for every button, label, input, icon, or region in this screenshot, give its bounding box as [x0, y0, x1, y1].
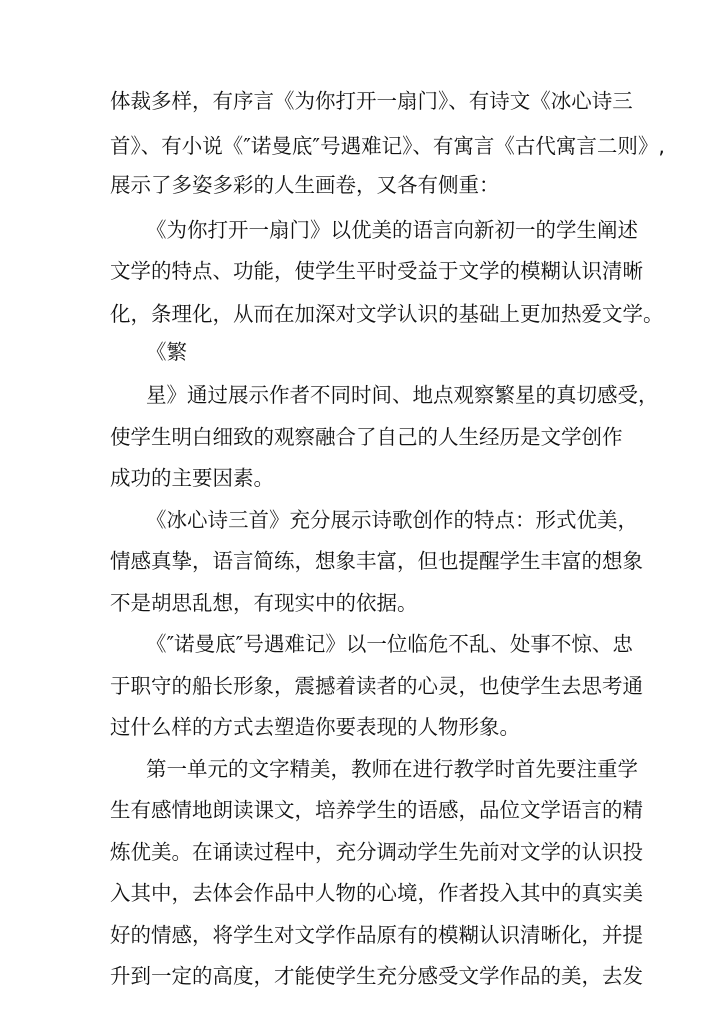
text-line: 升到一定的高度，才能使学生充分感受文学作品的美，去发 [110, 964, 643, 988]
text-line: 使学生明白细致的观察融合了自己的人生经历是文学创作 [110, 425, 623, 449]
text-line: 过什么样的方式去塑造你要表现的人物形象。 [110, 715, 520, 739]
text-line: 炼优美。在诵读过程中，充分调动学生先前对文学的认识投 [110, 840, 643, 864]
text-line: 入其中，去体会作品中人物的心境，作者投入其中的真实美 [110, 881, 643, 905]
text-line: 好的情感，将学生对文学作品原有的模糊认识清晰化，并提 [110, 923, 643, 947]
text-line: 生有感情地朗读课文，培养学生的语感，品位文学语言的精 [110, 798, 643, 822]
text-line: 成功的主要因素。 [110, 466, 274, 490]
text-line: 情感真挚，语言简练，想象丰富，但也提醒学生丰富的想象 [110, 549, 643, 573]
text-line: 《繁 [146, 340, 187, 364]
text-line: 不是胡思乱想，有现实中的依据。 [110, 591, 418, 615]
text-line: 《″诺曼底″号遇难记》以一位临危不乱、处事不惊、忠 [146, 632, 633, 656]
text-line: 于职守的船长形象，震撼着读者的心灵，也使学生去思考通 [110, 674, 643, 698]
text-line: 文学的特点、功能，使学生平时受益于文学的模糊认识清晰 [110, 259, 643, 283]
text-line: 《为你打开一扇门》以优美的语言向新初一的学生阐述 [146, 218, 638, 242]
text-line: 星》通过展示作者不同时间、地点观察繁星的真切感受， [146, 383, 659, 407]
text-line: 化，条理化，从而在加深对文学认识的基础上更加热爱文学。 [110, 302, 664, 326]
text-line: 第一单元的文字精美，教师在进行教学时首先要注重学 [146, 757, 638, 781]
text-line: 《冰心诗三首》充分展示诗歌创作的特点：形式优美， [146, 508, 638, 532]
text-line: 展示了多姿多彩的人生画卷，又各有侧重： [110, 173, 500, 197]
text-line: 首》、有小说《″诺曼底″号遇难记》、有寓言《古代寓言二则》, [110, 134, 665, 158]
text-line: 体裁多样，有序言《为你打开一扇门》、有诗文《冰心诗三 [110, 89, 633, 113]
